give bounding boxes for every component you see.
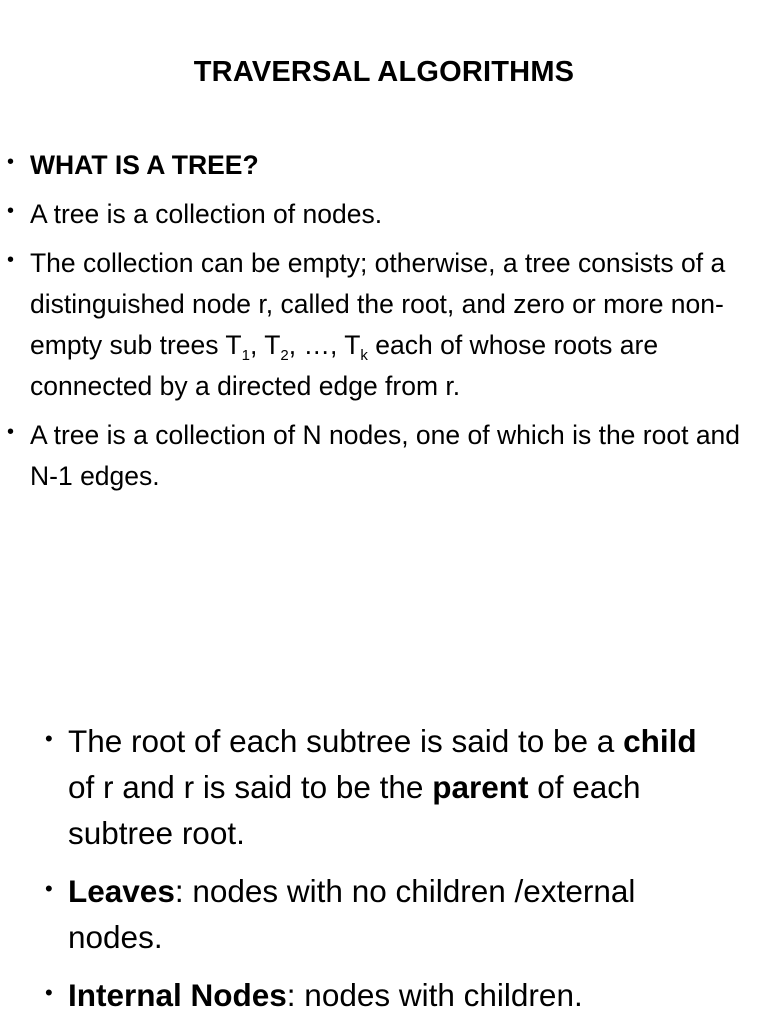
- bullet-text: The root of each subtree is said to be a: [68, 723, 624, 759]
- list-item: [0, 243, 768, 407]
- bullet-text: A tree is a collection of N nodes, one of which is the root and N-1 edges.: [30, 420, 741, 491]
- subscript: 2: [280, 347, 289, 364]
- bullet-text: of r and r is said to be the: [68, 769, 433, 805]
- bullet-icon: •: [7, 200, 15, 222]
- subscript: 1: [241, 347, 250, 364]
- bullet-icon: •: [45, 980, 53, 1005]
- bullet-icon: •: [7, 249, 15, 271]
- subscript: k: [360, 347, 368, 364]
- list-item: [0, 718, 768, 856]
- list-item: [0, 972, 768, 1018]
- list-item: [0, 194, 768, 235]
- bullet-icon: •: [45, 876, 53, 901]
- bullet-icon: •: [7, 421, 15, 443]
- bullet-text: , …, T: [288, 330, 361, 360]
- term-child: child: [623, 723, 697, 759]
- bullet-text: , T: [249, 330, 281, 360]
- list-item: [0, 868, 768, 960]
- list-item: [0, 145, 768, 186]
- bullet-heading: WHAT IS A TREE?: [30, 150, 259, 180]
- lower-bullet-list: [0, 718, 768, 1030]
- bullet-text: of each subtree root.: [68, 769, 641, 851]
- term-internal-nodes: Internal Nodes: [68, 977, 287, 1013]
- term-leaves: Leaves: [68, 873, 175, 909]
- term-parent: parent: [432, 769, 529, 805]
- bullet-text: The collection can be empty; otherwise, a tree consists of a distinguished node r, called the root, and zero or more non-empty sub trees T: [30, 248, 726, 360]
- bullet-text: : nodes with no children /external nodes.: [68, 873, 636, 955]
- bullet-text: each of whose roots are connected by a directed edge from r.: [30, 330, 659, 401]
- upper-bullet-list: [0, 145, 768, 505]
- list-item: [0, 415, 768, 497]
- bullet-icon: •: [45, 726, 53, 751]
- page-title: TRAVERSAL ALGORITHMS: [193, 56, 575, 88]
- bullet-icon: •: [7, 151, 15, 173]
- bullet-text: A tree is a collection of nodes.: [30, 199, 383, 229]
- bullet-text: : nodes with children.: [286, 977, 583, 1013]
